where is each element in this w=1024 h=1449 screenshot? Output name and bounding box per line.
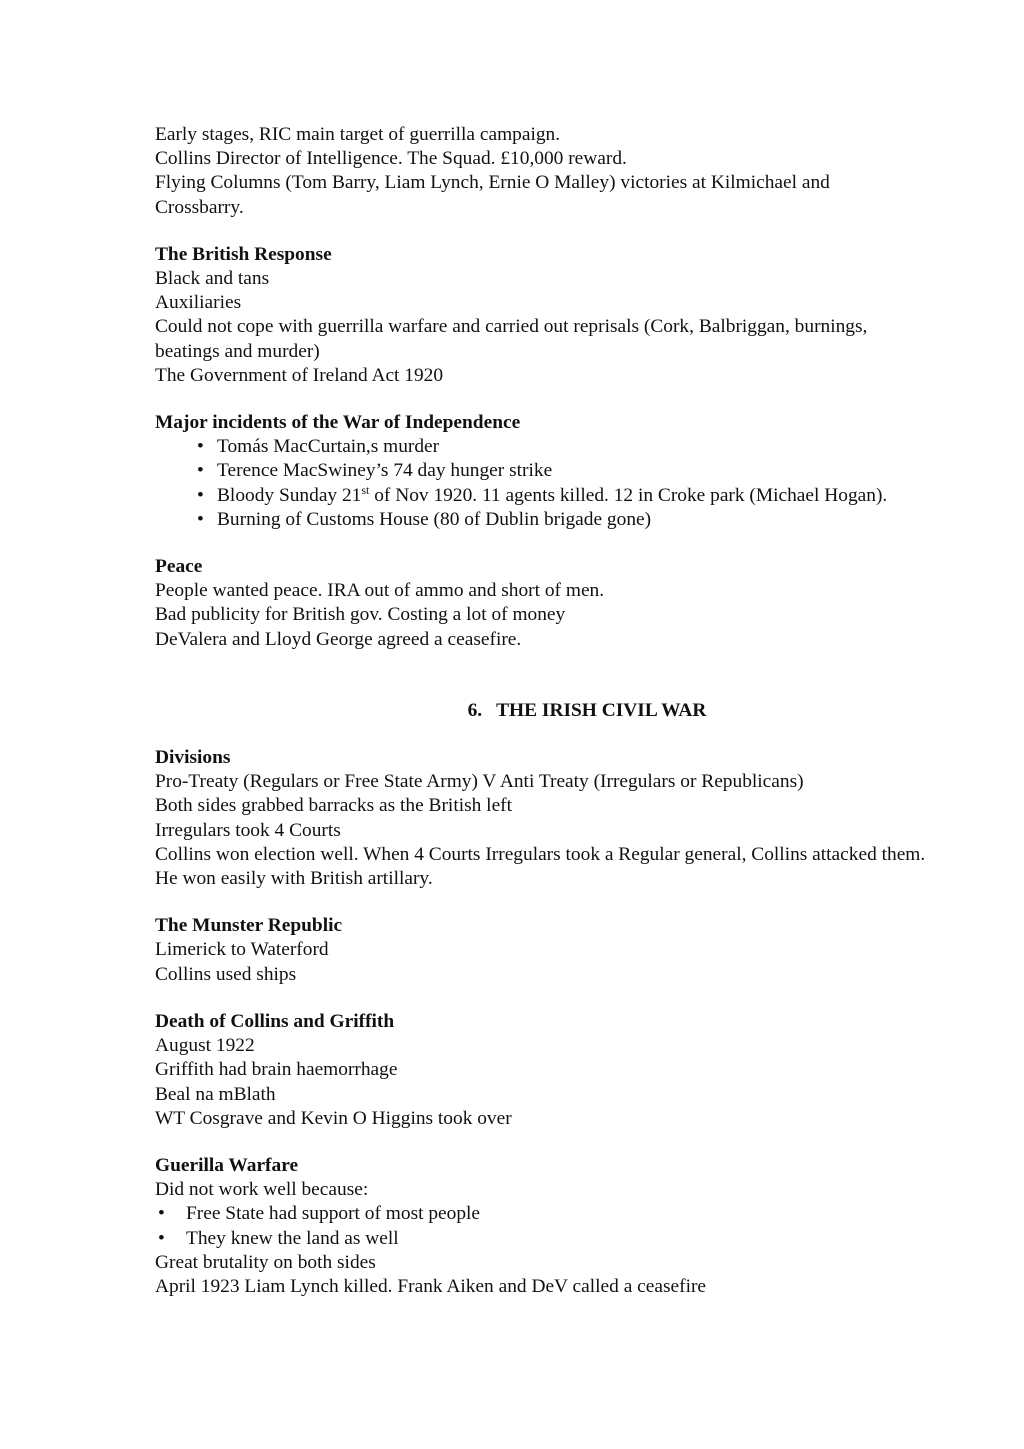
- text-line: Beal na mBlath: [155, 1083, 276, 1105]
- bullet-list: [155, 435, 985, 532]
- section-heading: Death of Collins and Griffith: [155, 1010, 395, 1032]
- section-heading: Major incidents of the War of Independence: [155, 412, 521, 434]
- guerilla-warfare-section: [155, 1154, 985, 1299]
- munster-republic-section: [155, 914, 985, 987]
- text-line: Both sides grabbed barracks as the British left: [155, 795, 513, 817]
- text-line: Could not cope with guerrilla warfare and carried out reprisals (Cork, Balbriggan, burnings,: [155, 316, 868, 338]
- text-line: The Government of Ireland Act 1920: [155, 364, 444, 386]
- text-line: People wanted peace. IRA out of ammo and short of men.: [155, 580, 605, 602]
- intro-block: [155, 123, 985, 220]
- text-line: DeValera and Lloyd George agreed a ceasefire.: [155, 628, 522, 650]
- text-line: Did not work well because:: [155, 1179, 369, 1201]
- text-line: Collins won election well. When 4 Courts Irregulars took a Regular general, Collins attacked them.: [155, 843, 926, 865]
- text-line: beatings and murder): [155, 340, 320, 362]
- text-line: Pro-Treaty (Regulars or Free State Army) V Anti Treaty (Irregulars or Republicans): [155, 771, 804, 793]
- superscript: st: [361, 482, 370, 497]
- text-line: Black and tans: [155, 268, 270, 290]
- major-incidents-section: [155, 411, 985, 532]
- text-line: April 1923 Liam Lynch killed. Frank Aiken and DeV called a ceasefire: [155, 1275, 707, 1297]
- text-line: Flying Columns (Tom Barry, Liam Lynch, Ernie O Malley) victories at Kilmichael and: [155, 172, 830, 194]
- death-of-collins-section: [155, 1010, 985, 1131]
- chapter-title-text: THE IRISH CIVIL WAR: [496, 699, 707, 721]
- divisions-section: [155, 746, 985, 891]
- text-line: Early stages, RIC main target of guerrilla campaign.: [155, 124, 561, 145]
- text-line: Auxiliaries: [155, 292, 242, 314]
- section-heading: The Munster Republic: [155, 915, 343, 937]
- text-line: He won easily with British artillary.: [155, 868, 433, 890]
- bullet-list: [155, 1202, 985, 1250]
- section-heading: Guerilla Warfare: [155, 1154, 299, 1176]
- chapter-number: 6.: [467, 699, 483, 721]
- text-line: Collins used ships: [155, 963, 297, 985]
- text-line: Limerick to Waterford: [155, 939, 329, 961]
- british-response-section: [155, 243, 985, 388]
- text-line: Great brutality on both sides: [155, 1251, 376, 1273]
- list-item: • Free State had support of most people: [155, 1202, 985, 1226]
- peace-section: [155, 555, 985, 652]
- text-line: Griffith had brain haemorrhage: [155, 1059, 398, 1081]
- list-item-text: of Nov 1920. 11 agents killed. 12 in Croke park (Michael Hogan).: [369, 484, 888, 506]
- text-line: Irregulars took 4 Courts: [155, 819, 341, 841]
- text-line: August 1922: [155, 1035, 255, 1057]
- list-item: • Tomás MacCurtain,s murder: [155, 435, 985, 459]
- list-item: [155, 484, 985, 508]
- text-line: Crossbarry.: [155, 196, 244, 218]
- text-line: Collins Director of Intelligence. The Squad. £10,000 reward.: [155, 148, 627, 170]
- section-heading: The British Response: [155, 243, 332, 265]
- chapter-title: [155, 699, 985, 723]
- text-line: WT Cosgrave and Kevin O Higgins took over: [155, 1107, 512, 1129]
- section-heading: Divisions: [155, 747, 231, 769]
- text-line: Bad publicity for British gov. Costing a lot of money: [155, 604, 566, 626]
- list-item: • Terence MacSwiney’s 74 day hunger strike: [155, 459, 985, 483]
- list-item-text: Bloody Sunday 21: [217, 484, 362, 506]
- document-page: [155, 123, 985, 1299]
- list-item: • Burning of Customs House (80 of Dublin brigade gone): [155, 508, 985, 532]
- section-heading: Peace: [155, 556, 203, 578]
- list-item: • They knew the land as well: [155, 1227, 985, 1251]
